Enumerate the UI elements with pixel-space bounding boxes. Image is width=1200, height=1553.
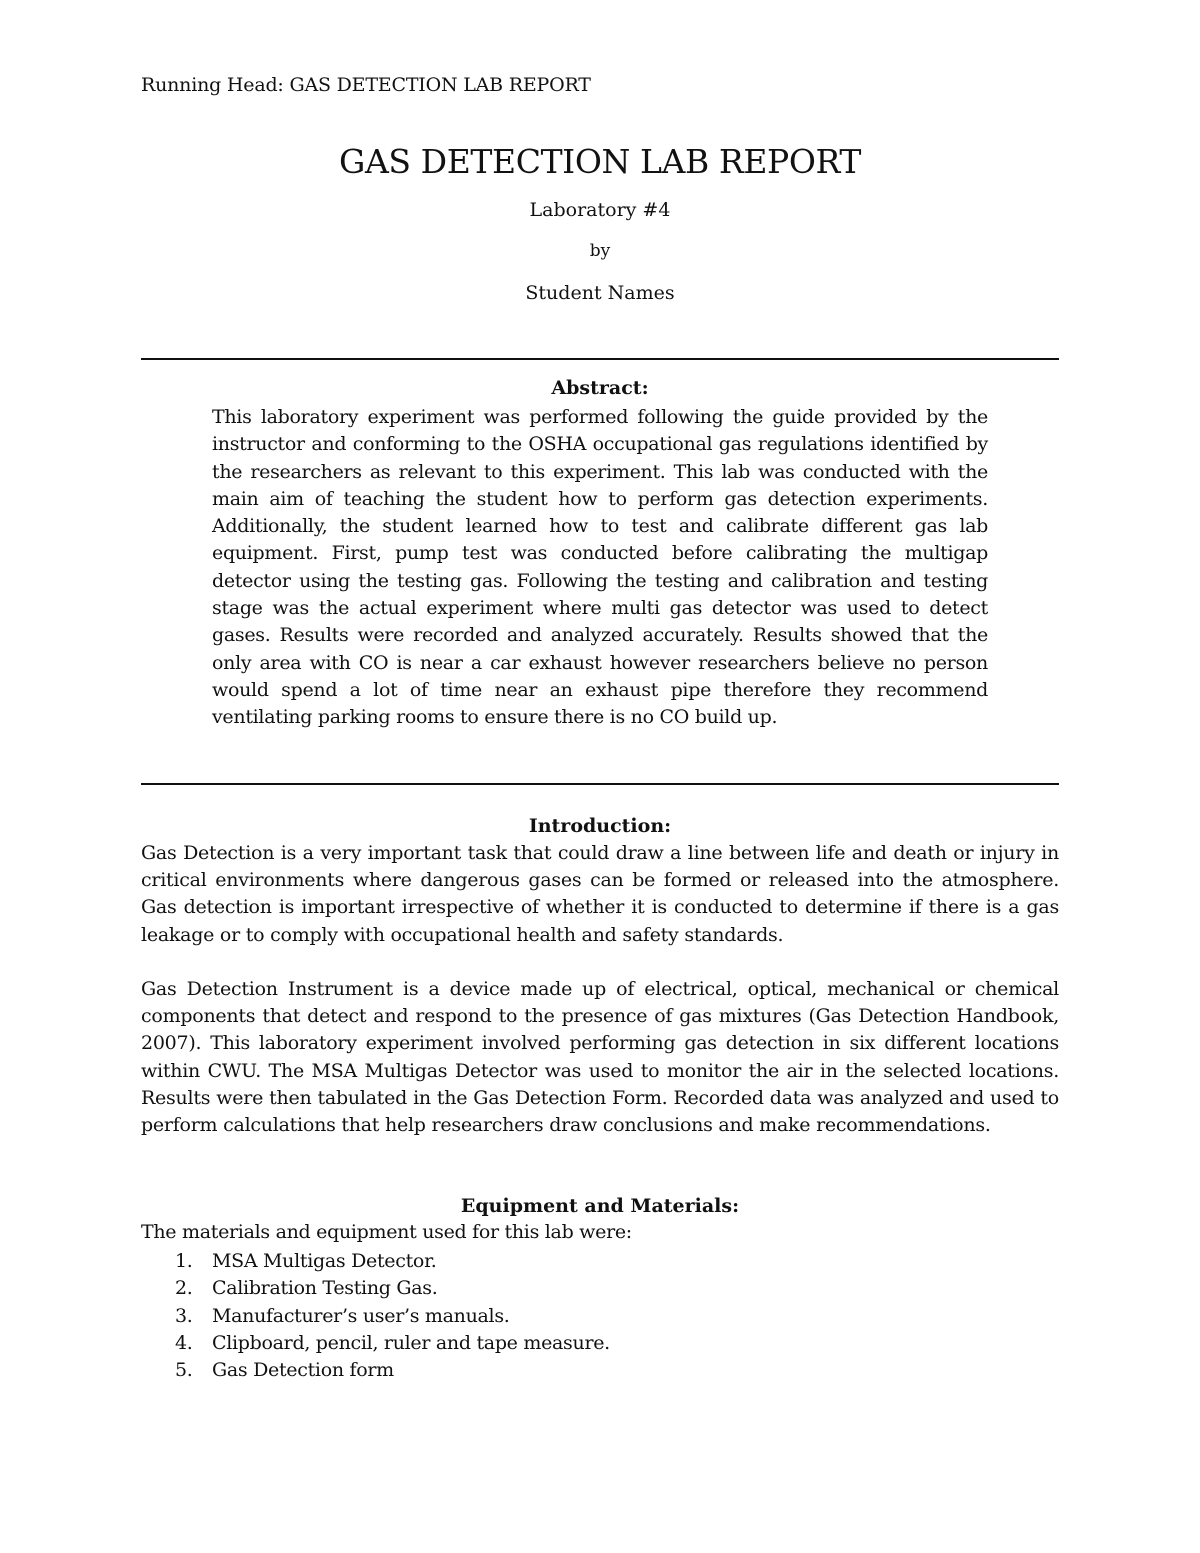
list-item-number: 5. — [175, 1359, 193, 1382]
author-names: Student Names — [525, 282, 675, 304]
list-item-number: 4. — [175, 1331, 193, 1354]
equipment-list — [141, 1248, 610, 1384]
list-item-number: 3. — [175, 1304, 193, 1327]
list-item-text: Gas Detection form — [212, 1359, 394, 1382]
list-item-number: 2. — [175, 1277, 193, 1300]
lab-number: Laboratory #4 — [529, 199, 671, 221]
list-item — [141, 1330, 610, 1357]
introduction-paragraph-2: Gas Detection Instrument is a device made up of electrical, optical, mechanical or chemical components that detect and respond to the presence of gas mixtures (Gas Detection Handbook, 2007). This laboratory experiment involved performing gas detection in six different locations within CWU. The MSA Multigas Detector was used to monitor the air in the selected locations. Results were then tabulated in the Gas Detection Form. Recorded data was analyzed and used to perform calculations that help researchers draw conclusions and make recommendations. — [141, 978, 1059, 1137]
list-item-text: Calibration Testing Gas. — [212, 1277, 438, 1300]
equipment-heading: Equipment and Materials: — [460, 1195, 740, 1217]
list-item-number: 1. — [175, 1250, 193, 1272]
list-item — [141, 1275, 610, 1302]
list-item — [141, 1303, 610, 1330]
abstract-heading: Abstract: — [551, 377, 649, 399]
list-item — [141, 1357, 610, 1384]
list-item — [141, 1248, 610, 1275]
introduction-heading: Introduction: — [528, 815, 672, 837]
introduction-paragraph-1: Gas Detection is a very important task that could draw a line between life and death or injury in critical environments where dangerous gases can be formed or released into the atmosphere. Gas detection is important irrespective of whether it is conducted to determine if there is a gas leakage or to comply with occupational health and safety standards. — [141, 842, 1059, 946]
running-head: Running Head: GAS DETECTION LAB REPORT — [141, 74, 591, 96]
equipment-intro: The materials and equipment used for this lab were: — [141, 1221, 632, 1243]
list-item-text: Manufacturer’s user’s manuals. — [212, 1304, 510, 1327]
list-item-text: Clipboard, pencil, ruler and tape measure. — [212, 1331, 610, 1354]
divider-top — [141, 358, 1059, 360]
divider-bottom — [141, 783, 1059, 785]
list-item-text: MSA Multigas Detector. — [212, 1250, 437, 1272]
abstract-text: This laboratory experiment was performed following the guide provided by the instructor and conforming to the OSHA occupational gas regulations identified by the researchers as relevant to this experiment. This lab was conducted with the main aim of teaching the student how to perform gas detection experiments. Additionally, the student learned how to test and calibrate different gas lab equipment. First, pump test was conducted before calibrating the multigap detector using the testing gas. Following the testing and calibration and testing stage was the actual experiment where multi gas detector was used to detect gases. Results were recorded and analyzed accurately. Results showed that the only area with CO is near a car exhaust however researchers believe no person would spend a lot of time near an exhaust pipe therefore they recommend ventilating parking rooms to ensure there is no CO build up. — [212, 406, 988, 729]
by-line: by — [589, 241, 611, 261]
document-title: GAS DETECTION LAB REPORT — [338, 142, 861, 181]
